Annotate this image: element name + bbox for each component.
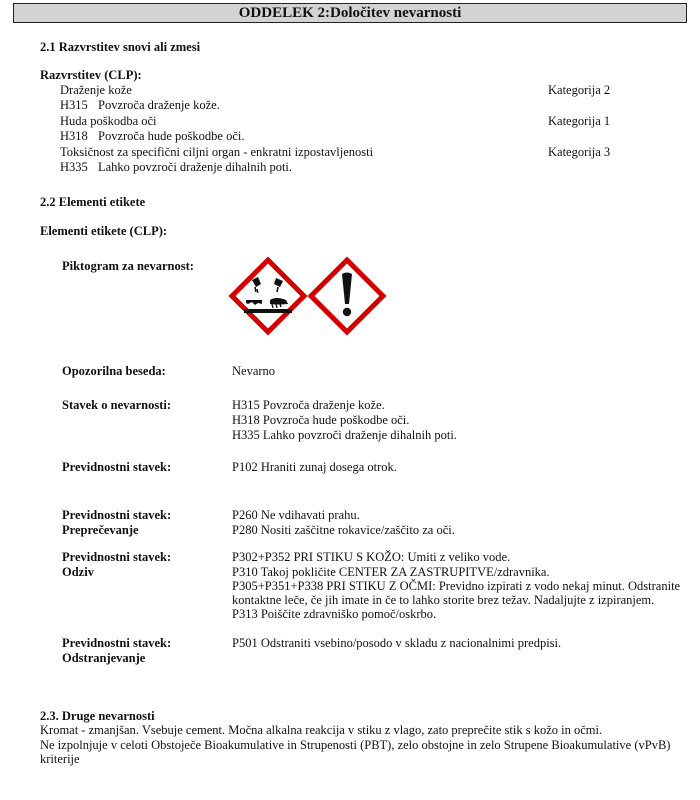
classification-category: Kategorija 3 <box>548 145 611 159</box>
other-hazards-line: Kromat - zmanjšan. Vsebuje cement. Močna alkalna reakcija v stiku z vlago, zato preprečite stik s kožo in očmi. <box>40 723 603 737</box>
hazard-text: Lahko povzroči draženje dihalnih poti. <box>98 160 293 174</box>
precautionary-statement-line: P305+P351+P338 PRI STIKU Z OČMI: Previdno izpirati z vodo nekaj minut. Odstranite <box>232 579 681 593</box>
precautionary-statement-line: P501 Odstraniti vsebino/posodo v skladu z nacionalnimi predpisi. <box>232 636 562 650</box>
hazard-statement-line: H318 Povzroča hude poškodbe oči. <box>232 413 410 427</box>
precautionary-response-label: Previdnostni stavek: <box>62 550 172 564</box>
classification-name: Toksičnost za specifični ciljni organ - enkratni izpostavljenosti <box>60 145 374 159</box>
precautionary-statement-line: P280 Nositi zaščitne rokavice/zaščito za oči. <box>232 523 455 537</box>
precautionary-statement-line: P310 Takoj pokličite CENTER ZA ZASTRUPITVE/zdravnika. <box>232 565 550 579</box>
clp-label-heading: Elementi etikete (CLP): <box>40 224 168 238</box>
hazard-code: H315 <box>60 98 88 112</box>
precautionary-statement-line: P302+P352 PRI STIKU S KOŽO: Umiti z veliko vode. <box>232 550 511 564</box>
precautionary-response-sublabel: Odziv <box>62 565 94 579</box>
section-2-3-heading: 2.3. Druge nevarnosti <box>40 709 155 723</box>
corrosion-pictogram-icon <box>228 256 308 336</box>
precautionary-general-label: Previdnostni stavek: <box>62 460 172 474</box>
precautionary-disposal-label: Previdnostni stavek: <box>62 636 172 650</box>
hazard-statement-line: H315 Povzroča draženje kože. <box>232 398 385 412</box>
signal-word-value: Nevarno <box>232 364 276 378</box>
hazard-statement-line: H335 Lahko povzroči draženje dihalnih poti. <box>232 428 457 442</box>
section-2-1-heading: 2.1 Razvrstitev snovi ali zmesi <box>40 40 201 54</box>
other-hazards-line: kriterije <box>40 752 80 766</box>
section-2-2-heading: 2.2 Elementi etikete <box>40 195 146 209</box>
classification-category: Kategorija 2 <box>548 83 611 97</box>
section-header: ODDELEK 2:Določitev nevarnosti <box>13 3 687 23</box>
classification-category: Kategorija 1 <box>548 114 611 128</box>
signal-word-label: Opozorilna beseda: <box>62 364 166 378</box>
classification-name: Huda poškodba oči <box>60 114 157 128</box>
clp-classification-heading: Razvrstitev (CLP): <box>40 68 142 82</box>
hazard-text: Povzroča draženje kože. <box>98 98 220 112</box>
precautionary-prevention-label: Previdnostni stavek: <box>62 508 172 522</box>
precautionary-statement-line: kontaktne leče, če jih imate in če to lahko storite brez težav. Nadaljujte z izpiranjem. <box>232 593 655 607</box>
hazard-text: Povzroča hude poškodbe oči. <box>98 129 245 143</box>
precautionary-statement-line: P260 Ne vdihavati prahu. <box>232 508 360 522</box>
precautionary-prevention-sublabel: Preprečevanje <box>62 523 139 537</box>
hazard-code: H318 <box>60 129 88 143</box>
hazard-statement-label: Stavek o nevarnosti: <box>62 398 172 412</box>
pictogram-label: Piktogram za nevarnost: <box>62 259 194 273</box>
classification-name: Draženje kože <box>60 83 132 97</box>
precautionary-disposal-sublabel: Odstranjevanje <box>62 651 146 665</box>
precautionary-statement-line: P313 Poiščite zdravniško pomoč/oskrbo. <box>232 607 437 621</box>
precautionary-statement-line: P102 Hraniti zunaj dosega otrok. <box>232 460 397 474</box>
exclamation-mark-pictogram-icon <box>307 256 387 336</box>
hazard-code: H335 <box>60 160 88 174</box>
other-hazards-line: Ne izpolnjuje v celoti Obstoječe Bioakumulative in Strupenosti (PBT), zelo obstojne in zelo Strupene Bioakumulative (vPvB) <box>40 738 671 752</box>
